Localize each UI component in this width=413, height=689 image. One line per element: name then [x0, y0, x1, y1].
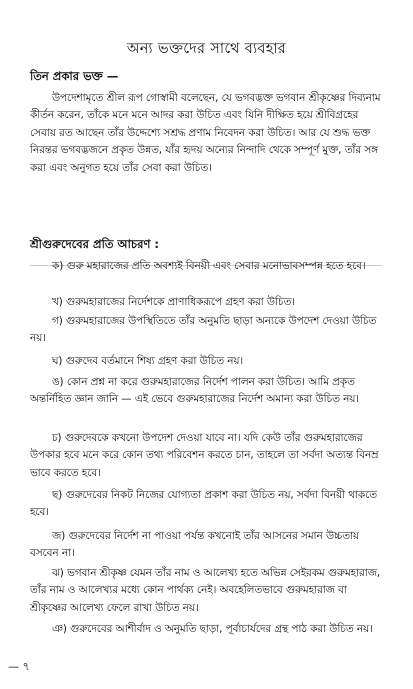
list-item-gha: ঘ) গুরুদেব বর্তমানে শিষ্য গ্রহণ করা উচিত নয়। [52, 355, 244, 367]
list-item-cha: চ) গুরুদেবকে কখনো উপদেশ দেওয়া যাবে না। যদি কেউ তাঁর গুরুমহারাজের উপকার হবে মনে করে কোন তথ্য পরিবেশন করতে চান, তাহলে তা সর্বদা অত্যন্ত বিনম্র ভাবে করতে হবে। [30, 432, 379, 479]
intro-paragraph: উপদেশামৃতে শ্রীল রূপ গোস্বামী বলেছেন, যে ভগবদ্ভক্ত ভগবান শ্রীকৃষ্ণের দিব্যনাম কীর্তন করেন, তাঁকে মনে মনে আদর করা উচিত এবং যিনি দীক্ষিত হয়ে শ্রীবিগ্রহের সেবায় রত আছেন তাঁর উদ্দেশ্যে সশ্রদ্ধ প্রণাম নিবেদন করা উচিত। আর যে শুদ্ধ ভক্ত নিরন্তর ভগবদ্ভজনে প্রকৃত উন্নত, যাঁর হৃদয় অন্যের নিন্দাদি থেকে সম্পূর্ণ মুক্ত, তাঁর সঙ্গ করা এবং অনুগত হয়ে তাঁর সেবা করা উচিত। [30, 92, 381, 174]
list-item-nya: ঞ) গুরুদেবের আশীর্বাদ ও অনুমতি ছাড়া, পূর্বাচার্যদের গ্রন্থ পাঠ করা উচিত নয়। [52, 623, 373, 635]
section-heading-conduct: শ্রীগুরুদেবের প্রতি আচরণ : [30, 237, 160, 251]
list-item-kha: খ) গুরুমহারাজের নির্দেশকে প্রাণাধিকরূপে গ্রহণ করা উচিত। [52, 296, 295, 308]
list-item-ka: ক) গুরু মহারাজের প্রতি অবশ্যই বিনয়ী এবং সেবার মনোভাবসম্পন্ন হতে হবে। [52, 260, 366, 272]
list-item-chha: ছ) গুরুদেবের নিকট নিজের যোগ্যতা প্রকাশ করা উচিত নয়, সর্বদা বিনয়ী থাকতে হবে। [30, 489, 377, 519]
list-item-jha: ঝ) ভগবান শ্রীকৃষ্ণ যেমন তাঁর নাম ও আলেখ্য হতে অভিন্ন সেইরকম গুরুমহারাজ, তাঁর নাম ও আলেখ্যর মধ্যে কোন পার্থক্য নেই। অবহেলিতভাবে গুরুমহারাজ বা শ্রীকৃষ্ণের আলেখ্য ফেলে রাখা উচিত নয়। [30, 567, 381, 614]
page-number: — ৭ [8, 660, 30, 673]
section-heading-three-types: তিন প্রকার ভক্ত — [30, 69, 119, 83]
page-title: অন্য ভক্তদের সাথে ব্যবহার [126, 41, 287, 57]
list-item-ja: জ) গুরুদেবের নির্দেশ না পাওয়া পর্যন্ত কখনোই তাঁর আসনের সমান উচ্চতায় বসবেন না। [30, 530, 359, 560]
list-item-nga: ঙ) কোন প্রশ্ন না করে গুরুমহারাজের নির্দেশ পালন করা উচিত। আমি প্রকৃত অন্তর্নিহিত জ্ঞান জানি — এই ভেবে গুরুমহারাজের নির্দেশ অমান্য করা উচিত নয়। [30, 376, 359, 406]
list-item-ga: গ) গুরুমহারাজের উপস্থিতিতে তাঁর অনুমতি ছাড়া অন্যকে উপদেশ দেওয়া উচিত নয়। [30, 315, 377, 345]
